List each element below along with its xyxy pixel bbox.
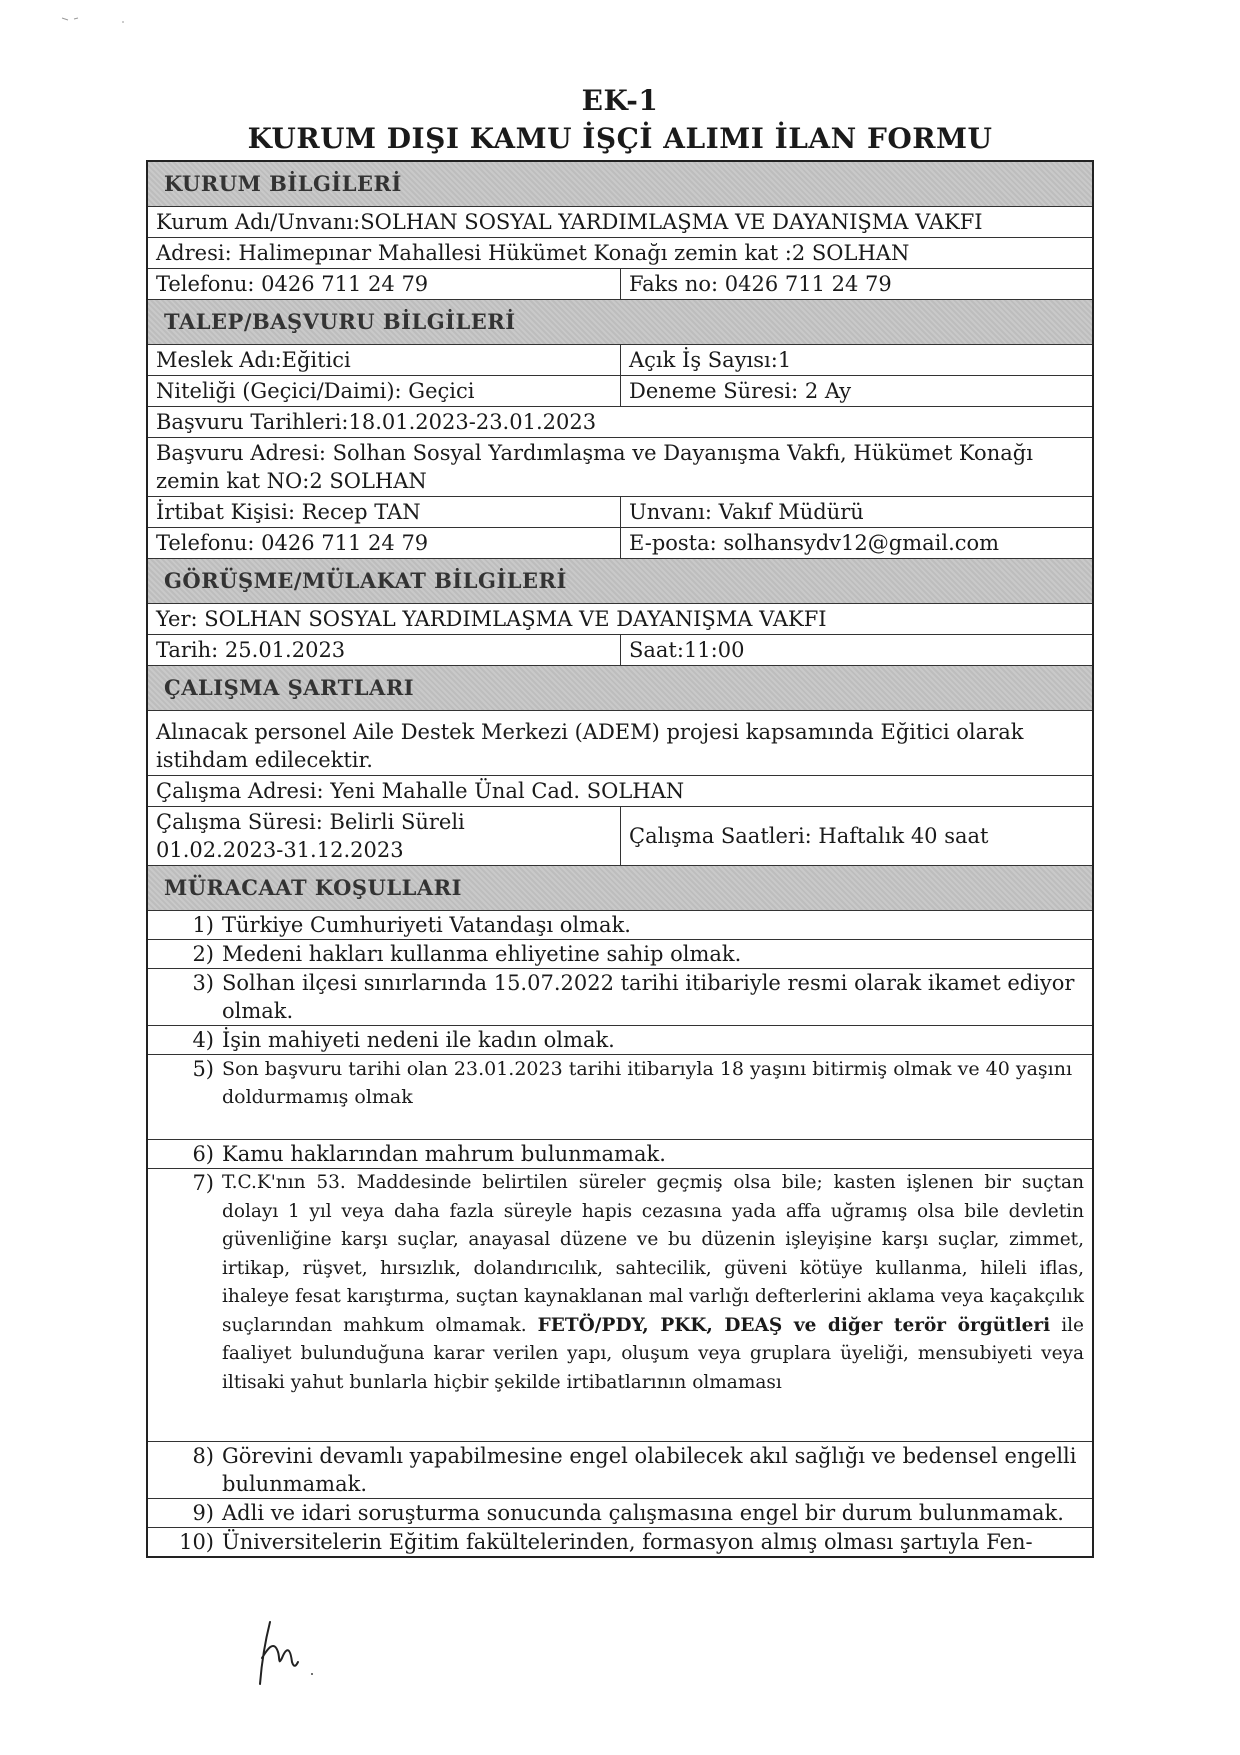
calisma-description-row: [148, 711, 1092, 776]
condition-text: Üniversitelerin Eğitim fakültelerinden, formasyon almış olması şartıyla Fen-: [222, 1530, 1033, 1554]
condition-text: Adli ve idari soruşturma sonucunda çalışmasına engel bir durum bulunmamak.: [222, 1501, 1064, 1525]
work-duration-type: Çalışma Süresi: Belirli Süreli: [156, 810, 465, 834]
mulakat-place-row: [148, 604, 1092, 635]
condition-item: [148, 940, 1092, 969]
condition-text: Solhan ilçesi sınırlarında 15.07.2022 tarihi itibariyle resmi olarak ikamet ediyor olmak.: [222, 971, 1075, 1023]
work-address: Çalışma Adresi: Yeni Mahalle Ünal Cad. SOLHAN: [156, 779, 685, 803]
section-title: MÜRACAAT KOŞULLARI: [164, 875, 462, 900]
condition-number: 9): [192, 1501, 214, 1525]
section-title: KURUM BİLGİLERİ: [164, 171, 402, 196]
annex-label: EK-1: [581, 84, 659, 117]
condition-item: [148, 1140, 1092, 1169]
scan-marks: [60, 10, 140, 30]
condition-number: 4): [192, 1028, 214, 1052]
condition-text: Görevini devamlı yapabilmesine engel olabilecek akıl sağlığı ve bedensel engelli bulunmamak.: [222, 1444, 1077, 1496]
condition-number: 3): [192, 971, 214, 995]
occupation: Meslek Adı:Eğitici: [148, 345, 621, 375]
work-duration-dates: 01.02.2023-31.12.2023: [156, 838, 404, 862]
section-title: GÖRÜŞME/MÜLAKAT BİLGİLERİ: [164, 568, 567, 593]
condition-number: 1): [192, 913, 214, 937]
kurum-phone: Telefonu: 0426 711 24 79: [148, 269, 621, 299]
open-positions: Açık İş Sayısı:1: [629, 348, 792, 372]
application-address: Başvuru Adresi: Solhan Sosyal Yardımlaşma ve Dayanışma Vakfı, Hükümet Konağı zemin kat NO:2 SOLHAN: [156, 441, 1033, 493]
condition-text-bold: FETÖ/PDY, PKK, DEAŞ ve diğer terör örgütleri: [537, 1314, 1051, 1336]
work-description: Alınacak personel Aile Destek Merkezi (ADEM) projesi kapsamında Eğitici olarak istihdam edilecektir.: [156, 720, 1024, 772]
contact-phone: Telefonu: 0426 711 24 79: [148, 528, 621, 558]
kurum-name: Kurum Adı/Unvanı:SOLHAN SOSYAL YARDIMLAŞMA VE DAYANIŞMA VAKFI: [156, 210, 983, 234]
talep-nature-row: [148, 376, 1092, 407]
condition-item: [148, 911, 1092, 940]
section-muracaat-header: [148, 866, 1092, 911]
section-calisma-header: [148, 666, 1092, 711]
calisma-duration-row: [148, 807, 1092, 866]
announcement-form: [146, 160, 1094, 1558]
interview-place: Yer: SOLHAN SOSYAL YARDIMLAŞMA VE DAYANIŞMA VAKFI: [156, 607, 827, 631]
talep-phone-row: [148, 528, 1092, 559]
section-talep-header: [148, 300, 1092, 345]
interview-date: Tarih: 25.01.2023: [148, 635, 621, 665]
condition-item: [148, 1499, 1092, 1528]
condition-item: [148, 969, 1092, 1026]
kurum-contact-row: [148, 269, 1092, 300]
condition-item: [148, 1055, 1092, 1140]
condition-item: [148, 1026, 1092, 1055]
condition-text: [222, 1169, 1092, 1441]
condition-item: [148, 1528, 1092, 1556]
trial-period: Deneme Süresi: 2 Ay: [629, 379, 852, 403]
work-hours: Çalışma Saatleri: Haftalık 40 saat: [629, 824, 989, 848]
condition-number: 8): [192, 1444, 214, 1468]
kurum-name-row: [148, 207, 1092, 238]
calisma-address-row: [148, 776, 1092, 807]
work-duration: [148, 807, 621, 865]
section-kurum-header: [148, 162, 1092, 207]
section-title: TALEP/BAŞVURU BİLGİLERİ: [164, 309, 516, 334]
contact-title: Unvanı: Vakıf Müdürü: [629, 500, 864, 524]
condition-text-part: T.C.K'nın 53. Maddesinde belirtilen süreler geçmiş olsa bile; kasten işlenen bir suçtan dolayı 1 yıl veya daha fazla süreyle hapis cezasına yada affa uğramış olsa bile devletin güvenliğine karşı suçlar, anayasal düzene ve bu düzenin işleyişine karşı suçlar, zimmet, irtikap, rüşvet, hırsızlık, dolandırıcılık, sahtecilik, güveni kötüye kullanma, hileli iflas, ihaleye fesat karıştırma, suçtan kaynaklanan mal varlığı defterlerini aklama veya kaçakçılık suçlarından mahkum olmamak.: [222, 1172, 1084, 1336]
interview-time: Saat:11:00: [629, 638, 745, 662]
condition-text: Son başvuru tarihi olan 23.01.2023 tarihi itibarıyla 18 yaşını bitirmiş olmak ve 40 yaşını doldurmamış olmak: [222, 1058, 1073, 1108]
talep-address-row: [148, 438, 1092, 497]
condition-text: Medeni hakları kullanma ehliyetine sahip olmak.: [222, 942, 742, 966]
condition-item: [148, 1169, 1092, 1442]
condition-text-part: ile faaliyet bulunduğuna karar verilen yapı, oluşum veya gruplara üyeliği, mensubiyeti veya iltisaki yahut bunlarla hiçbir şekilde irtibatlarının olmaması: [222, 1314, 1084, 1393]
mulakat-date-row: [148, 635, 1092, 666]
condition-number: 10): [179, 1530, 214, 1554]
condition-text: Türkiye Cumhuriyeti Vatandaşı olmak.: [222, 913, 631, 937]
form-title: KURUM DIŞI KAMU İŞÇİ ALIMI İLAN FORMU: [247, 122, 993, 155]
kurum-fax: Faks no: 0426 711 24 79: [629, 272, 892, 296]
condition-item: [148, 1442, 1092, 1499]
application-dates: Başvuru Tarihleri:18.01.2023-23.01.2023: [156, 410, 597, 434]
talep-occupation-row: [148, 345, 1092, 376]
condition-text: Kamu haklarından mahrum bulunmamak.: [222, 1142, 666, 1166]
section-title: ÇALIŞMA ŞARTLARI: [164, 675, 415, 700]
talep-contact-row: [148, 497, 1092, 528]
condition-number: 2): [192, 942, 214, 966]
condition-number: 7): [192, 1171, 214, 1195]
condition-number: 5): [192, 1057, 214, 1081]
signature: [256, 1618, 336, 1688]
condition-number: 6): [192, 1142, 214, 1166]
nature: Niteliği (Geçici/Daimi): Geçici: [148, 376, 621, 406]
kurum-address: Adresi: Halimepınar Mahallesi Hükümet Konağı zemin kat :2 SOLHAN: [156, 241, 910, 265]
talep-dates-row: [148, 407, 1092, 438]
condition-text: İşin mahiyeti nedeni ile kadın olmak.: [222, 1028, 615, 1052]
contact-email: E-posta: solhansydv12@gmail.com: [629, 531, 1000, 555]
section-mulakat-header: [148, 559, 1092, 604]
kurum-address-row: [148, 238, 1092, 269]
contact-person: İrtibat Kişisi: Recep TAN: [148, 497, 621, 527]
